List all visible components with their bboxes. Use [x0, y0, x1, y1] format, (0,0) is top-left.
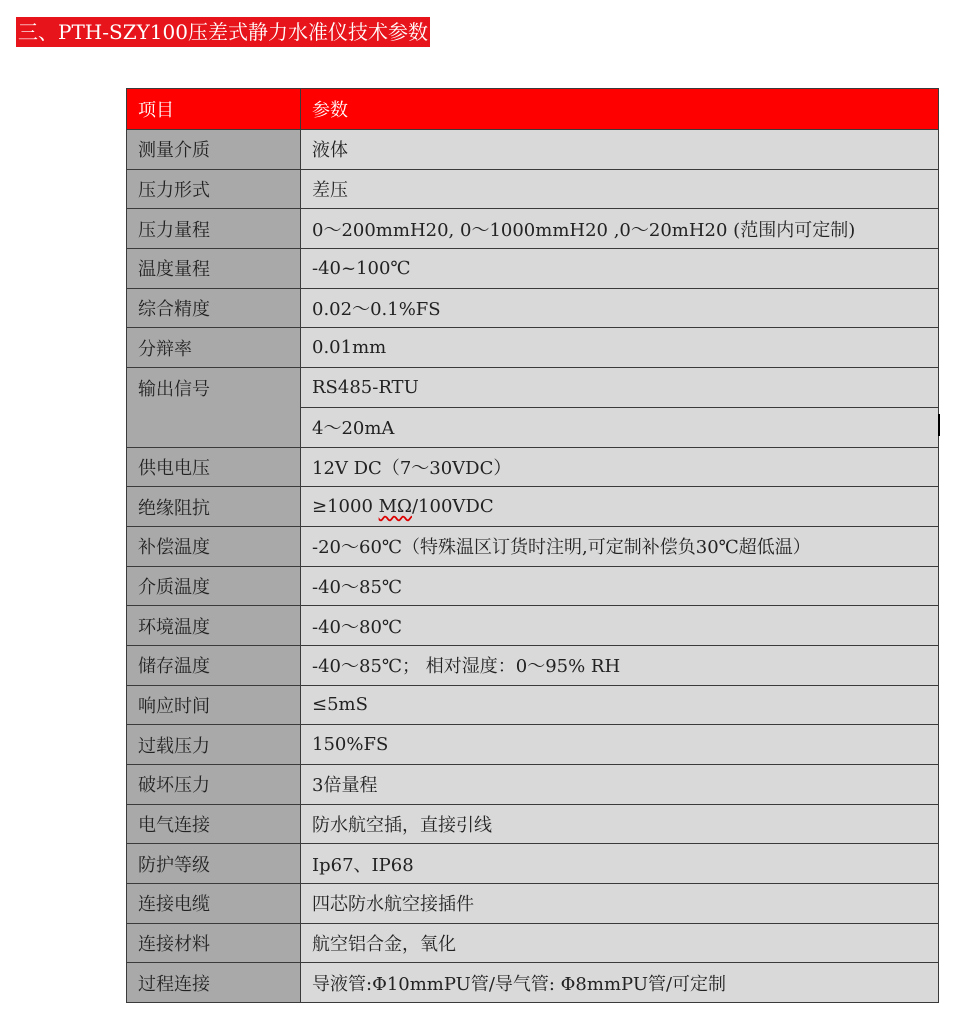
- table-row: [127, 487, 939, 527]
- param-value: 3倍量程: [301, 765, 939, 805]
- param-value: ≤5mS: [301, 685, 939, 725]
- table-header-row: [127, 89, 939, 130]
- param-name: 输出信号: [127, 368, 301, 447]
- param-name: 温度量程: [127, 249, 301, 289]
- table-row: [127, 169, 939, 209]
- param-name: 分辩率: [127, 328, 301, 368]
- param-name: 响应时间: [127, 685, 301, 725]
- param-value: [301, 487, 939, 527]
- param-value: 0.02～0.1%FS: [301, 288, 939, 328]
- header-key-cell: 项目: [127, 89, 301, 130]
- table-row: [127, 566, 939, 606]
- table-row: [127, 130, 939, 170]
- table-row: [127, 844, 939, 884]
- value-prefix: ≥1000: [312, 496, 379, 518]
- param-name: 介质温度: [127, 566, 301, 606]
- param-name: 绝缘阻抗: [127, 487, 301, 527]
- param-name: 测量介质: [127, 130, 301, 170]
- param-name: 连接材料: [127, 923, 301, 963]
- param-name: 连接电缆: [127, 884, 301, 924]
- param-value: 差压: [301, 169, 939, 209]
- table-row: [127, 606, 939, 646]
- spellcheck-underlined-text: MΩ: [378, 496, 412, 518]
- param-value: 0.01mm: [301, 328, 939, 368]
- table-row: [127, 804, 939, 844]
- param-name: 破坏压力: [127, 765, 301, 805]
- param-value: 0～200mmH20, 0～1000mmH20 ,0～20mH20 (范围内可定制): [301, 209, 939, 249]
- table-row: [127, 645, 939, 685]
- param-value: 导液管:Φ10mmPU管/导气管: Φ8mmPU管/可定制: [301, 963, 939, 1003]
- param-value: -40～80℃: [301, 606, 939, 646]
- param-name: 补偿温度: [127, 526, 301, 566]
- param-value: -20～60℃（特殊温区订货时注明,可定制补偿负30℃超低温）: [301, 526, 939, 566]
- table-row: [127, 725, 939, 765]
- table-row: [127, 249, 939, 289]
- param-value-secondary: 4～20mA: [301, 407, 939, 447]
- param-value: 150%FS: [301, 725, 939, 765]
- param-value: -40～85℃: [301, 566, 939, 606]
- value-suffix: /100VDC: [411, 496, 494, 518]
- spec-table: [126, 88, 939, 1003]
- table-row: [127, 963, 939, 1003]
- param-name: 压力量程: [127, 209, 301, 249]
- param-name: 综合精度: [127, 288, 301, 328]
- header-value-cell: 参数: [301, 89, 939, 130]
- table-row: [127, 685, 939, 725]
- table-row: [127, 526, 939, 566]
- param-value: 航空铝合金，氧化: [301, 923, 939, 963]
- table-row: [127, 209, 939, 249]
- param-value: -40~100℃: [301, 249, 939, 289]
- table-row: [127, 884, 939, 924]
- table-row: [127, 368, 939, 408]
- param-name: 压力形式: [127, 169, 301, 209]
- table-row: [127, 288, 939, 328]
- param-name: 环境温度: [127, 606, 301, 646]
- param-value: 液体: [301, 130, 939, 170]
- table-row: [127, 923, 939, 963]
- param-value: Ip67、IP68: [301, 844, 939, 884]
- param-name: 供电电压: [127, 447, 301, 487]
- table-row: [127, 447, 939, 487]
- param-value: 防水航空插，直接引线: [301, 804, 939, 844]
- table-row: [127, 765, 939, 805]
- param-name: 储存温度: [127, 645, 301, 685]
- table-row: [127, 328, 939, 368]
- param-value: 四芯防水航空接插件: [301, 884, 939, 924]
- param-name: 过程连接: [127, 963, 301, 1003]
- param-value: -40～85℃； 相对湿度：0～95% RH: [301, 645, 939, 685]
- param-name: 防护等级: [127, 844, 301, 884]
- param-name: 电气连接: [127, 804, 301, 844]
- param-value: RS485-RTU: [301, 368, 939, 408]
- param-name: 过载压力: [127, 725, 301, 765]
- param-value: 12V DC（7～30VDC）: [301, 447, 939, 487]
- section-title: 三、PTH-SZY100压差式静力水准仪技术参数: [16, 17, 430, 47]
- text-cursor: [938, 414, 940, 436]
